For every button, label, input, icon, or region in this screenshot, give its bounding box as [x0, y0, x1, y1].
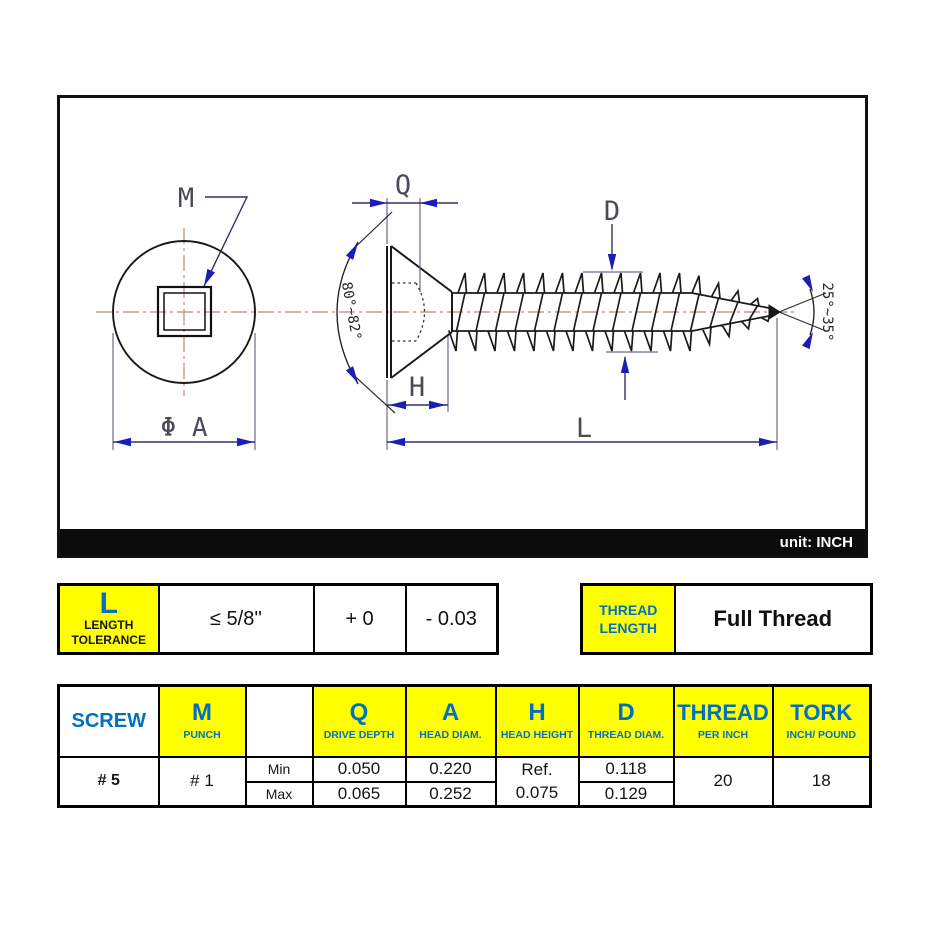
value-a-max: 0.252 — [406, 782, 496, 807]
label-length: L — [575, 413, 593, 444]
value-tork: 18 — [773, 757, 871, 807]
value-screw-size: # 5 — [59, 757, 159, 807]
header-blank — [246, 686, 313, 757]
tolerance-minus: - 0.03 — [406, 585, 498, 654]
tolerance-range: ≤ 5/8'' — [159, 585, 314, 654]
value-d-max: 0.129 — [579, 782, 674, 807]
label-punch-drive: M — [177, 183, 195, 214]
screw-tip — [769, 305, 780, 319]
tolerance-title-1: LENGTH — [84, 618, 134, 632]
label-point-angle: 25°~35° — [819, 282, 835, 342]
thread-length-value: Full Thread — [675, 585, 872, 654]
header-q-drive-depth: Q DRIVE DEPTH — [313, 686, 406, 757]
dimension-lines — [113, 197, 777, 442]
label-head-height: H — [408, 372, 426, 403]
centerlines — [96, 228, 798, 396]
value-a-min: 0.220 — [406, 757, 496, 782]
extension-lines — [113, 198, 777, 450]
spec-table — [57, 684, 872, 808]
header-tork: TORK INCH/ POUND — [773, 686, 871, 757]
unit-bar — [60, 529, 865, 555]
label-thread-diam: D — [603, 196, 621, 227]
row-label-min: Min — [246, 757, 313, 782]
label-head-angle: 80°~82° — [337, 280, 364, 342]
thread-length-table — [580, 583, 873, 655]
row-label-max: Max — [246, 782, 313, 807]
header-d-thread-diam: D THREAD DIAM. — [579, 686, 674, 757]
header-a-head-diam: A HEAD DIAM. — [406, 686, 496, 757]
header-thread-per-inch: THREAD PER INCH — [674, 686, 773, 757]
header-h-head-height: H HEAD HEIGHT — [496, 686, 579, 757]
value-thread-per-inch: 20 — [674, 757, 773, 807]
unit-label: unit: INCH — [779, 533, 853, 551]
value-d-min: 0.118 — [579, 757, 674, 782]
value-h-max: 0.075 — [496, 782, 579, 807]
screw-technical-drawing — [60, 98, 865, 529]
thread-length-title-2: LENGTH — [599, 620, 658, 636]
thread-length-header-cell — [582, 585, 675, 654]
value-q-max: 0.065 — [313, 782, 406, 807]
header-m-punch: M PUNCH — [159, 686, 246, 757]
thread-length-title-1: THREAD — [599, 602, 658, 618]
label-drive-depth: Q — [394, 170, 412, 201]
header-screw: SCREW — [59, 686, 159, 757]
tolerance-title-2: TOLERANCE — [71, 633, 146, 647]
technical-drawing-frame — [57, 95, 868, 558]
value-q-min: 0.050 — [313, 757, 406, 782]
value-h-min: Ref. — [496, 757, 579, 782]
tolerance-symbol: L — [99, 587, 118, 620]
length-tolerance-table — [57, 583, 499, 655]
label-head-diameter: Φ A — [160, 413, 208, 443]
tolerance-header-cell — [59, 585, 159, 654]
tolerance-plus: + 0 — [314, 585, 406, 654]
value-punch-size: # 1 — [159, 757, 246, 807]
angle-arcs — [337, 242, 814, 384]
